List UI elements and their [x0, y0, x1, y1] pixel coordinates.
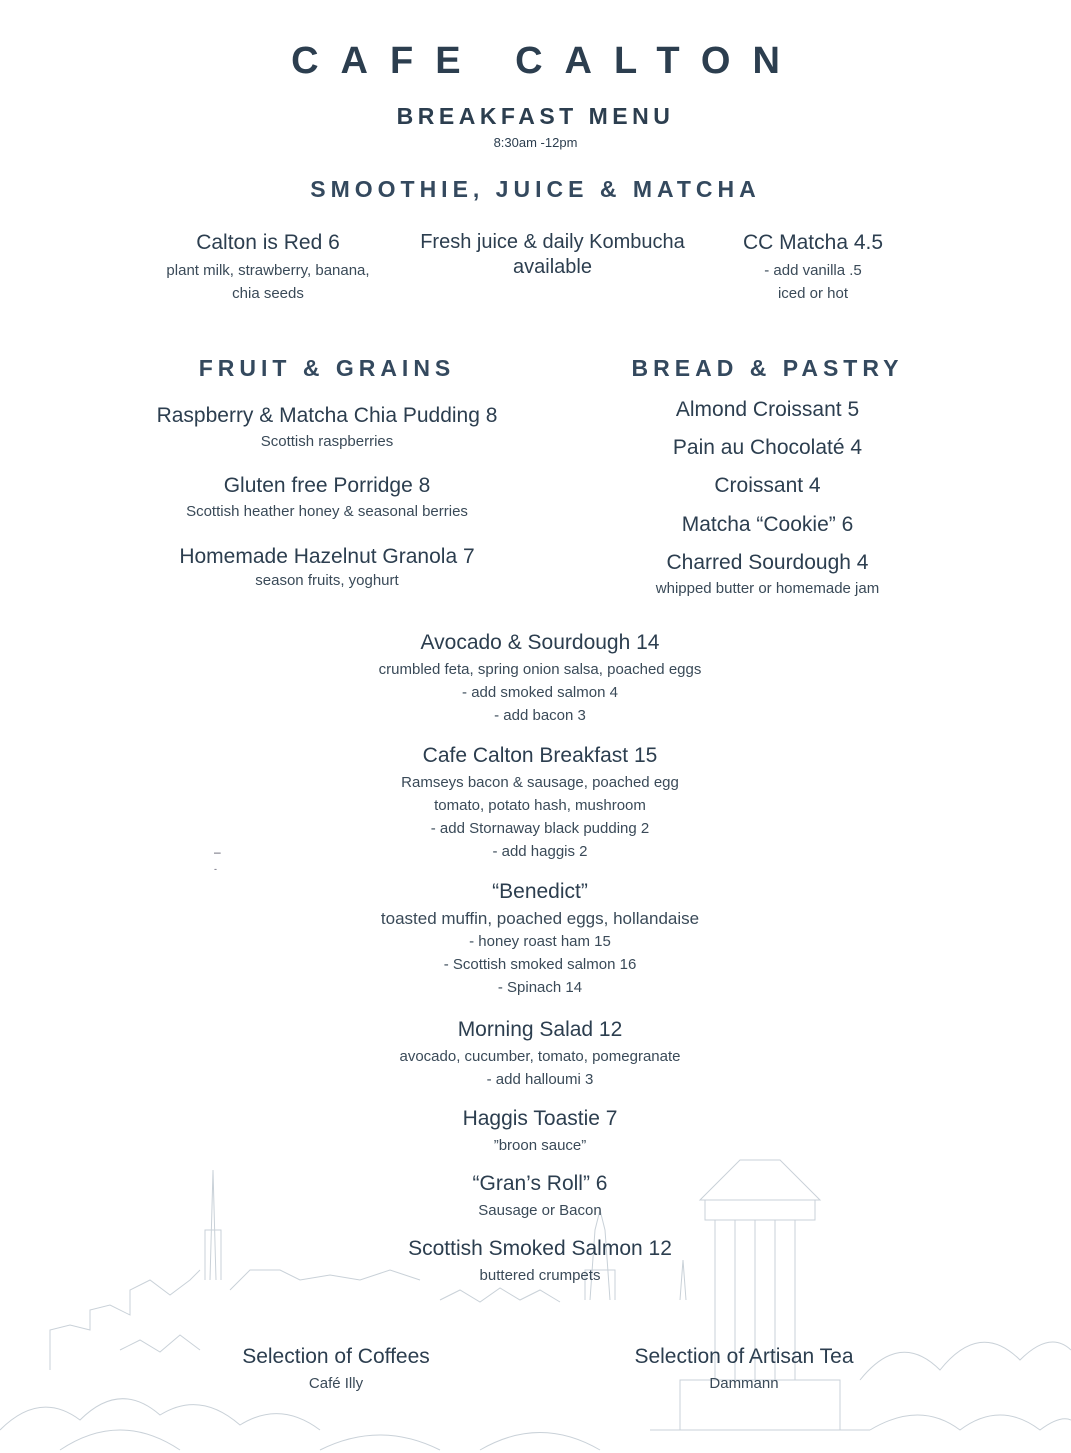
item-name: “Gran’s Roll” 6	[472, 1172, 608, 1195]
item-desc: - add haggis 2	[492, 843, 588, 860]
section-heading-bread-pastry: BREAD & PASTRY	[631, 355, 904, 381]
menu-item-calton-is-red	[118, 231, 418, 305]
item-desc: - add smoked salmon 4	[462, 684, 618, 701]
menu-item-grans-roll	[235, 1172, 845, 1222]
item-name: Gluten free Porridge 8	[223, 474, 431, 497]
cafe-name: CAFE CALTON	[291, 40, 802, 82]
item-desc: - add vanilla .5	[764, 262, 862, 279]
item-desc: Dammann	[709, 1375, 779, 1392]
item-name: Selection of Coffees	[242, 1345, 430, 1368]
menu-title: BREAKFAST MENU	[396, 103, 675, 129]
item-name: Selection of Artisan Tea	[634, 1345, 854, 1368]
item-name: Cafe Calton Breakfast 15	[422, 744, 658, 767]
stray-dash-mark: -	[214, 864, 217, 874]
item-desc: available	[513, 256, 592, 278]
item-desc: tomato, potato hash, mushroom	[434, 797, 646, 814]
section-heading-fruit-grains: FRUIT & GRAINS	[198, 355, 456, 381]
item-name: Fresh juice & daily Kombucha	[420, 231, 685, 253]
item-name: Calton is Red 6	[196, 231, 340, 254]
section-heading-smoothie: SMOOTHIE, JUICE & MATCHA	[310, 176, 761, 202]
item-desc: - add halloumi 3	[486, 1071, 594, 1088]
item-name: “Benedict”	[492, 880, 588, 903]
item-desc: plant milk, strawberry, banana,	[166, 262, 370, 279]
item-name: Scottish Smoked Salmon 12	[408, 1237, 672, 1260]
menu-item-cc-matcha	[700, 231, 926, 305]
menu-item-chia-pudding	[117, 404, 537, 453]
item-name: Charred Sourdough 4	[666, 551, 869, 574]
item-desc: - add bacon 3	[494, 707, 586, 724]
item-desc: Scottish heather honey & seasonal berries	[186, 503, 468, 520]
footer-coffee	[186, 1345, 486, 1395]
menu-item-granola	[117, 545, 537, 592]
menu-item-almond-croissant: Almond Croissant 5	[675, 398, 860, 421]
item-desc: - add Stornaway black pudding 2	[430, 820, 650, 837]
menu-item-avocado-sourdough	[235, 631, 845, 727]
menu-item-matcha-cookie: Matcha “Cookie” 6	[681, 513, 854, 536]
menu-item-morning-salad	[235, 1018, 845, 1091]
item-desc: buttered crumpets	[479, 1267, 601, 1284]
menu-item-pain-au-chocolat: Pain au Chocolaté 4	[672, 436, 863, 459]
item-name: Haggis Toastie 7	[462, 1107, 618, 1130]
item-desc: Sausage or Bacon	[478, 1202, 602, 1219]
item-name: Avocado & Sourdough 14	[420, 631, 660, 654]
item-desc: - Spinach 14	[497, 979, 583, 996]
opening-hours: 8:30am -12pm	[493, 135, 578, 150]
item-desc: season fruits, yoghurt	[255, 572, 399, 589]
menu-item-haggis-toastie	[235, 1107, 845, 1157]
item-desc: Ramseys bacon & sausage, poached egg	[401, 774, 679, 791]
menu-item-benedict	[235, 880, 845, 999]
stray-dash-mark: –	[214, 845, 221, 859]
item-desc: whipped butter or homemade jam	[655, 580, 880, 597]
item-desc: crumbled feta, spring onion salsa, poached eggs	[378, 661, 702, 678]
item-desc: - Scottish smoked salmon 16	[443, 956, 637, 973]
menu-item-croissant: Croissant 4	[714, 474, 821, 497]
menu-item-smoked-salmon	[235, 1237, 845, 1287]
item-name: Homemade Hazelnut Granola 7	[179, 545, 475, 568]
item-desc: avocado, cucumber, tomato, pomegranate	[399, 1048, 681, 1065]
menu-item-fresh-juice	[400, 231, 705, 279]
item-desc: Scottish raspberries	[260, 433, 394, 450]
item-desc: ”broon sauce”	[493, 1137, 587, 1154]
item-name: Raspberry & Matcha Chia Pudding 8	[156, 404, 498, 427]
item-desc: Café Illy	[308, 1375, 364, 1392]
menu-item-porridge	[117, 474, 537, 523]
menu-item-cafe-calton-breakfast	[235, 744, 845, 863]
menu-item-charred-sourdough	[560, 551, 975, 600]
footer-tea	[594, 1345, 894, 1395]
item-desc: toasted muffin, poached eggs, hollandaise	[380, 909, 700, 928]
item-desc: iced or hot	[777, 285, 849, 302]
item-name: Morning Salad 12	[457, 1018, 623, 1041]
item-desc: chia seeds	[232, 285, 304, 302]
item-desc: - honey roast ham 15	[469, 933, 611, 950]
item-name: CC Matcha 4.5	[742, 231, 884, 254]
